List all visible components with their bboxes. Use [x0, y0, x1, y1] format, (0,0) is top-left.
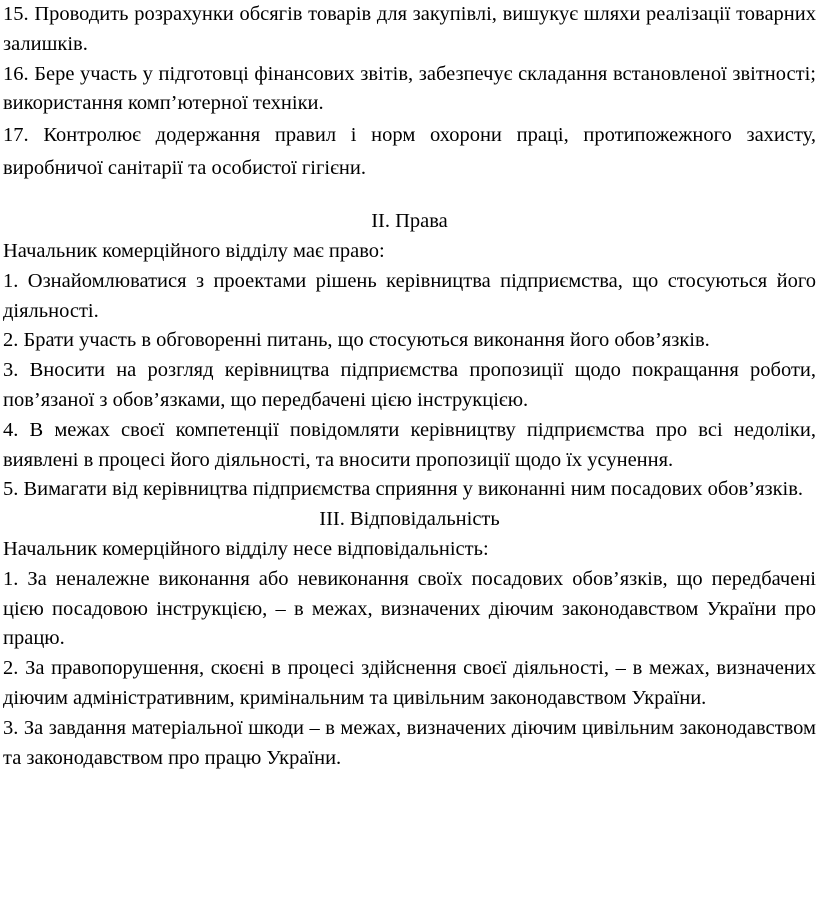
list-item: 3. Вносити на розгляд керівництва підприємства пропозиції щодо покращання роботи, пов’язаної з обов’язками, що передбачені цією інструкцією.	[3, 359, 816, 411]
list-item: 4. В межах своєї компетенції повідомляти керівництву підприємства про всі недоліки, виявлені в процесі його діяльності, та вносити пропозиції щодо їх усунення.	[3, 418, 816, 471]
list-item: 15. Проводить розрахунки обсягів товарів для закупівлі, вишукує шляхи реалізації товарних залишків.	[3, 3, 816, 55]
list-item: 5. Вимагати від керівництва підприємства сприяння у виконанні ним посадових обов’язків.	[3, 478, 804, 501]
list-item: 2. Брати участь в обговоренні питань, що стосуються виконання його обов’язків.	[3, 329, 710, 352]
section-heading-responsibility: ІІІ. Відповідальність	[319, 508, 500, 531]
list-item: 16. Бере участь у підготовці фінансових звітів, забезпечує складання встановленої звітності; використання комп’ютерної техніки.	[3, 62, 816, 115]
list-item: 2. За правопорушення, скоєні в процесі здійснення своєї діяльності, – в межах, визначених діючим адміністративним, кримінальним та цивільним законодавством України.	[3, 657, 816, 709]
list-item: 3. За завдання матеріальної шкоди – в межах, визначених діючим цивільним законодавством та законодавством про працю України.	[3, 716, 816, 769]
list-item: 17. Контролює додержання правил і норм охорони праці, протипожежного захисту, виробничої санітарії та особистої гігієни.	[3, 124, 816, 180]
responsibility-intro: Начальник комерційного відділу несе відповідальність:	[3, 537, 489, 560]
section-heading-rights: ІІ. Права	[371, 210, 448, 233]
section-spacer	[3, 185, 816, 207]
list-item: 1. Ознайомлюватися з проектами рішень керівництва підприємства, що стосуються його діяльності.	[3, 269, 816, 322]
responsibility-section	[3, 505, 816, 773]
rights-intro: Начальник комерційного відділу має право:	[3, 239, 385, 262]
rights-section	[3, 207, 816, 505]
duties-continued-list	[3, 0, 816, 185]
list-item: 1. За неналежне виконання або невиконання своїх посадових обов’язків, що передбачені цією посадовою інструкцією, – в межах, визначених діючим законодавством України про працю.	[3, 567, 816, 650]
